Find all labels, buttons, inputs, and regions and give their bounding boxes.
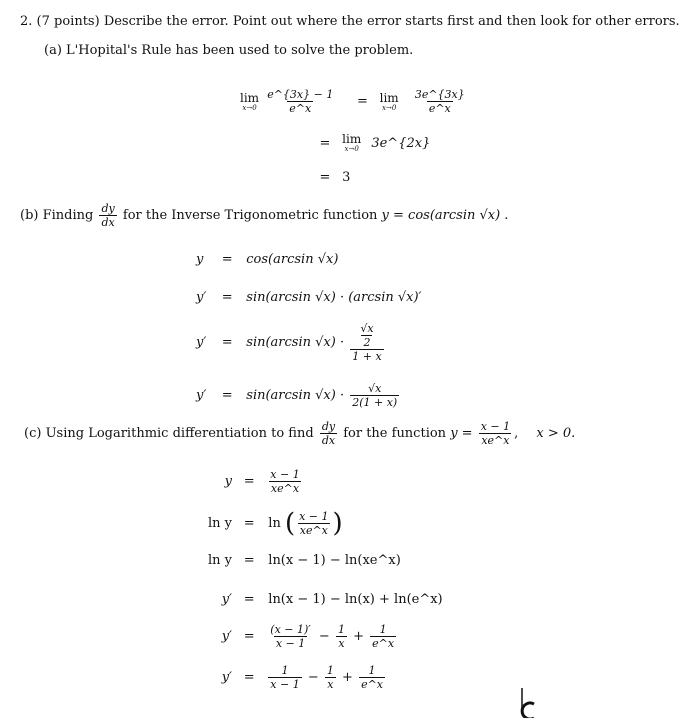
function-fraction: $\frac{x - 1}{xe\^{}x}$ [480, 420, 511, 447]
rhs-result: 3 [342, 170, 351, 185]
problem-number: 2. [20, 14, 33, 29]
part-c-line-2: ln y = ln ( $\frac{x - 1}{xe\^{}x}$ ) [207, 508, 343, 539]
part-a-line-3 [318, 170, 350, 185]
part-c-line-6: y′ = $\frac{1}{x - 1}$ − $\frac{1}{x}$ + $\frac{1}{e\^{}x}$ [221, 664, 384, 691]
part-c-label: (c) [24, 426, 42, 441]
part-b-label: (b) [20, 208, 39, 223]
part-a-heading [44, 43, 413, 58]
equals-sign: = [319, 170, 331, 185]
nested-fraction: $\frac{\frac{√x}{2}}{1 + x}$ [352, 322, 382, 363]
part-c-text-after: for the function [343, 426, 447, 441]
rhs-expression: 3e^{2x} [371, 135, 431, 151]
problem-points: (7 points) [36, 14, 100, 29]
rhs-fraction: $\frac{3e\^{}\{3x\}}{e\^{}x}$ [414, 88, 465, 115]
equals-sign: = [319, 135, 331, 151]
part-c-line-3: ln y = ln(x − 1) − ln(xe^x) [207, 553, 401, 568]
limit-operator: lim x→0 [379, 90, 399, 112]
derivative-fraction: $\frac{dy}{dx}$ [101, 202, 115, 229]
problem-header [20, 14, 680, 29]
problem-instruction: Describe the error. Point out where the error starts first and then look for other errors. [103, 14, 680, 29]
part-a-label: (a) [44, 43, 62, 58]
part-b-line-4: y′ = sin(arcsin √x) · $\frac{√x}{2(1 + x)}$ [196, 382, 398, 409]
lhs-fraction: $\frac{e\^{}\{3x\} - 1}{e\^{}x}$ [267, 88, 334, 115]
limit-operator: lim x→0 [342, 132, 362, 153]
part-b-text-before: Finding [42, 208, 94, 223]
part-b-line-1: y = cos(arcsin √x) [196, 252, 339, 267]
text-cursor-icon [508, 688, 538, 718]
part-b-line-3: y′ = sin(arcsin √x) · $\frac{\frac{√x}{2}}{1 + x}$ [196, 322, 382, 363]
part-b-text-after: for the Inverse Trigonometric function [122, 208, 378, 223]
part-c-heading: (c) Using Logarithmic differentiation to find $\frac{dy}{dx}$ for the function y = $\frac{x - 1}{xe\^{}x}$ , x > 0. [24, 420, 576, 447]
part-c-line-4: y′ = ln(x − 1) − ln(x) + ln(e^x) [221, 592, 443, 607]
part-a-text: L'Hopital's Rule has been used to solve the problem. [66, 43, 414, 58]
part-a-line-1 [240, 88, 469, 115]
part-c-line-5: y′ = $\frac{(x - 1)'}{x - 1}$ − $\frac{1}{x}$ + $\frac{1}{e\^{}x}$ [221, 623, 395, 650]
part-b-function: y = cos(arcsin √x) . [381, 208, 509, 223]
limit-operator: lim x→0 [240, 90, 260, 112]
part-a-line-2 [318, 133, 430, 153]
part-c-text-before: Using Logarithmic differentiation to find [45, 426, 314, 441]
part-c-line-1: y = $\frac{x - 1}{xe\^{}x}$ [224, 468, 300, 495]
part-b-line-2: y′ = sin(arcsin √x) · (arcsin √x)′ [196, 290, 422, 305]
domain-condition: x > 0. [536, 426, 576, 441]
equals-sign: = [357, 94, 368, 109]
part-b-heading [20, 202, 508, 229]
derivative-fraction: $\frac{dy}{dx}$ [321, 420, 336, 447]
